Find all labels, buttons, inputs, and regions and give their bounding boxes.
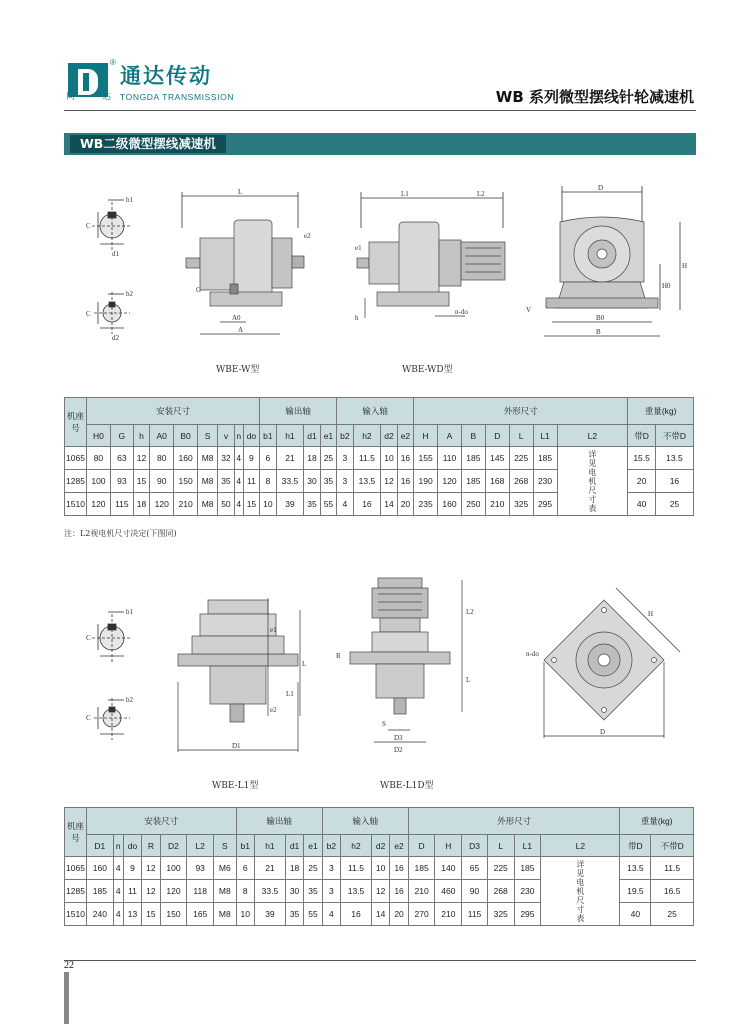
t2-cell: 100	[160, 857, 187, 880]
label-D: D	[598, 184, 604, 192]
t2-cell: M8	[214, 903, 237, 926]
t2-cell: 55	[304, 903, 322, 926]
t2-col-header: D2	[160, 835, 187, 857]
caption-wbe-w: WBE-W型	[216, 365, 260, 375]
t1-cell: 21	[276, 447, 304, 470]
t2-cell: 25	[304, 857, 322, 880]
t1-cell: 18	[133, 493, 149, 516]
t2-cell: 225	[487, 857, 514, 880]
t2-cell: M6	[214, 857, 237, 880]
caption-wbe-wd: WBE-WD型	[402, 365, 453, 375]
table2-header-base: 机座号	[65, 808, 87, 857]
t1-cell: 4	[337, 493, 353, 516]
t1-cell: 15.5	[628, 447, 656, 470]
t1-col-header: h1	[276, 425, 304, 447]
t1-cell: 80	[87, 447, 111, 470]
t1-cell: 25	[320, 447, 336, 470]
t2-cell: 12	[371, 880, 389, 903]
label-e1: e1	[355, 244, 362, 252]
table1-header-weight: 重量(kg)	[628, 398, 694, 425]
t1-col-header: e2	[397, 425, 413, 447]
t1-cell: 39	[276, 493, 304, 516]
t2-cell: M8	[214, 880, 237, 903]
t1-row-label: 1285	[65, 470, 87, 493]
t1-cell: 16	[397, 470, 413, 493]
t1-cell: 155	[414, 447, 438, 470]
t1-cell: 50	[218, 493, 234, 516]
t2-cell: 3	[322, 857, 340, 880]
t2-cell: 4	[113, 903, 123, 926]
section-title: WB二级微型摆线减速机	[70, 135, 226, 153]
label-d2: d2	[112, 334, 119, 342]
t2-merged-note: 详见电机尺寸表	[541, 857, 620, 926]
t1-cell: 35	[320, 470, 336, 493]
t1-col-header: 不带D	[655, 425, 693, 447]
label-L2-bottom: L2	[466, 608, 474, 616]
t2-cell: 25	[651, 903, 694, 926]
label-H-bottom: H	[648, 610, 654, 618]
reducer-end-view-diagram	[524, 182, 694, 352]
t2-cell: 140	[435, 857, 462, 880]
t1-cell: 120	[438, 470, 462, 493]
t2-cell: 19.5	[620, 880, 651, 903]
table2-header-weight: 重量(kg)	[620, 808, 694, 835]
t1-cell: 14	[381, 493, 397, 516]
t2-row-label: 1065	[65, 857, 87, 880]
company-logo	[64, 60, 234, 102]
t2-cell: 10	[236, 903, 254, 926]
t1-cell: 325	[509, 493, 533, 516]
t1-col-header: L	[509, 425, 533, 447]
label-c: C	[86, 222, 91, 230]
t1-cell: 80	[150, 447, 174, 470]
t2-cell: 35	[304, 880, 322, 903]
t2-cell: 16	[390, 880, 408, 903]
label-A0: A0	[232, 314, 241, 322]
t1-cell: 160	[438, 493, 462, 516]
t1-cell: 168	[485, 470, 509, 493]
t1-cell: 100	[87, 470, 111, 493]
table2-header-input: 输入轴	[322, 808, 408, 835]
label-D3: D3	[394, 734, 403, 742]
table1-header-outline: 外形尺寸	[414, 398, 628, 425]
t2-col-header: 不带D	[651, 835, 694, 857]
t1-cell: 55	[320, 493, 336, 516]
t1-cell: 4	[234, 493, 243, 516]
t2-col-header: L	[487, 835, 514, 857]
t1-cell: 185	[461, 447, 485, 470]
t1-cell: 93	[110, 470, 133, 493]
t1-col-header: G	[110, 425, 133, 447]
table2-header-output: 输出轴	[236, 808, 322, 835]
t2-cell: 40	[620, 903, 651, 926]
t2-cell: 65	[462, 857, 488, 880]
label-D1: D1	[232, 742, 241, 750]
t1-col-header: B0	[174, 425, 198, 447]
t1-cell: 32	[218, 447, 234, 470]
t1-col-header: h2	[353, 425, 381, 447]
t1-col-header: do	[243, 425, 259, 447]
t2-cell: 12	[142, 857, 160, 880]
t1-cell: 90	[150, 470, 174, 493]
t1-col-header: H0	[87, 425, 111, 447]
t2-col-header: n	[113, 835, 123, 857]
t2-col-header: D	[408, 835, 435, 857]
t2-cell: 210	[408, 880, 435, 903]
t2-cell: 165	[187, 903, 214, 926]
t2-cell: 11.5	[651, 857, 694, 880]
label-c2: C	[86, 310, 91, 318]
table2-header-outline: 外形尺寸	[408, 808, 620, 835]
t1-col-header: S	[198, 425, 218, 447]
t1-row-label: 1510	[65, 493, 87, 516]
label-S: S	[382, 720, 386, 728]
label-B0: B0	[596, 314, 605, 322]
logo-emblem-icon	[64, 61, 112, 101]
t1-cell: 9	[243, 447, 259, 470]
t1-col-header: B	[461, 425, 485, 447]
page-number: 22	[64, 960, 74, 971]
label-G: G	[196, 286, 202, 294]
t1-cell: 295	[533, 493, 557, 516]
t2-cell: 240	[87, 903, 114, 926]
label-L2: L2	[477, 190, 485, 198]
t2-col-header: 带D	[620, 835, 651, 857]
t2-row-label: 1510	[65, 903, 87, 926]
t2-cell: 20	[390, 903, 408, 926]
t2-cell: 4	[113, 880, 123, 903]
t1-cell: 20	[397, 493, 413, 516]
t1-col-header: b2	[337, 425, 353, 447]
document-title: WB 系列微型摆线针轮减速机	[495, 88, 694, 106]
t2-cell: 21	[254, 857, 285, 880]
t2-cell: 185	[408, 857, 435, 880]
table2-header-install: 安装尺寸	[87, 808, 237, 835]
t1-cell: 11.5	[353, 447, 381, 470]
t2-cell: 11.5	[341, 857, 372, 880]
t1-cell: M8	[198, 493, 218, 516]
t1-col-header: A0	[150, 425, 174, 447]
t1-cell: 160	[174, 447, 198, 470]
t2-cell: 295	[514, 903, 541, 926]
t2-cell: 16.5	[651, 880, 694, 903]
t2-cell: 210	[435, 903, 462, 926]
table1-header-output: 输出轴	[260, 398, 337, 425]
t2-col-header: H	[435, 835, 462, 857]
t1-cell: 10	[260, 493, 276, 516]
t2-cell: 6	[236, 857, 254, 880]
t1-cell: 210	[485, 493, 509, 516]
t1-cell: 33.5	[276, 470, 304, 493]
t1-cell: 115	[110, 493, 133, 516]
label-c2-bottom: C	[86, 714, 91, 722]
t2-cell: 9	[123, 857, 141, 880]
t2-cell: 90	[462, 880, 488, 903]
t1-col-header: v	[218, 425, 234, 447]
t2-cell: 150	[160, 903, 187, 926]
t2-col-header: d2	[371, 835, 389, 857]
t1-cell: 15	[133, 470, 149, 493]
t1-cell: 10	[381, 447, 397, 470]
t2-cell: 18	[285, 857, 303, 880]
t2-cell: 230	[514, 880, 541, 903]
t1-cell: 18	[304, 447, 320, 470]
logo-left-char: 同	[66, 92, 76, 101]
t2-col-header: e1	[304, 835, 322, 857]
t2-cell: 13.5	[620, 857, 651, 880]
label-V: V	[526, 306, 532, 314]
t2-cell: 93	[187, 857, 214, 880]
t2-cell: 4	[322, 903, 340, 926]
t1-merged-note: 详见电机尺寸表	[557, 447, 628, 516]
footer-bar	[64, 972, 69, 1024]
label-L-bottom: L	[302, 660, 307, 668]
t1-cell: 6	[260, 447, 276, 470]
t2-col-header: d1	[285, 835, 303, 857]
t1-cell: 145	[485, 447, 509, 470]
t1-cell: M8	[198, 447, 218, 470]
t2-cell: 35	[285, 903, 303, 926]
t2-cell: 160	[87, 857, 114, 880]
label-ndo-bottom: n-do	[526, 650, 539, 658]
t1-cell: 16	[655, 470, 693, 493]
t2-cell: 268	[487, 880, 514, 903]
t1-cell: 210	[174, 493, 198, 516]
t1-cell: 13.5	[353, 470, 381, 493]
t1-col-header: h	[133, 425, 149, 447]
label-e2: e2	[304, 232, 311, 240]
t2-col-header: L2	[541, 835, 620, 857]
t2-cell: 120	[160, 880, 187, 903]
t2-cell: 325	[487, 903, 514, 926]
shaft-section-diagram-top	[84, 188, 144, 348]
t2-cell: 16	[390, 857, 408, 880]
t1-col-header: d2	[381, 425, 397, 447]
t2-cell: 13.5	[341, 880, 372, 903]
t1-cell: 30	[304, 470, 320, 493]
spec-table-1	[64, 397, 694, 516]
caption-wbe-l1: WBE-L1型	[212, 781, 259, 791]
reducer-wbe-l1-diagram	[170, 592, 320, 762]
t1-cell: 120	[150, 493, 174, 516]
t1-cell: 110	[438, 447, 462, 470]
t1-col-header: 带D	[628, 425, 656, 447]
t2-col-header: S	[214, 835, 237, 857]
shaft-section-diagram-bottom	[84, 600, 144, 760]
t2-col-header: b2	[322, 835, 340, 857]
t1-cell: 40	[628, 493, 656, 516]
t1-cell: 250	[461, 493, 485, 516]
label-b2-bottom: b2	[126, 696, 133, 704]
t2-cell: 8	[236, 880, 254, 903]
label-R: R	[336, 652, 341, 660]
flange-top-view-diagram	[524, 588, 694, 748]
t2-col-header: h2	[341, 835, 372, 857]
t1-cell: 11	[243, 470, 259, 493]
t1-cell: 35	[218, 470, 234, 493]
t2-row-label: 1285	[65, 880, 87, 903]
t2-cell: 3	[322, 880, 340, 903]
t1-cell: 4	[234, 447, 243, 470]
label-d1: d1	[112, 250, 119, 258]
t1-cell: 3	[337, 470, 353, 493]
label-h: h	[355, 314, 359, 322]
logo-chinese-name: 通达传动	[120, 64, 212, 88]
t1-cell: 16	[353, 493, 381, 516]
t1-cell: 268	[509, 470, 533, 493]
label-L-bottom-2: L	[466, 676, 471, 684]
t2-cell: 15	[142, 903, 160, 926]
t1-cell: 235	[414, 493, 438, 516]
t2-cell: 118	[187, 880, 214, 903]
t2-col-header: R	[142, 835, 160, 857]
t1-cell: 8	[260, 470, 276, 493]
t2-cell: 12	[142, 880, 160, 903]
t1-cell: 25	[655, 493, 693, 516]
t1-cell: 20	[628, 470, 656, 493]
t1-cell: 13.5	[655, 447, 693, 470]
reducer-wbe-wd-diagram	[355, 188, 515, 338]
t2-cell: 30	[285, 880, 303, 903]
label-A: A	[238, 326, 244, 334]
t2-col-header: b1	[236, 835, 254, 857]
t1-col-header: n	[234, 425, 243, 447]
reducer-wbe-w-diagram	[180, 188, 315, 348]
t1-cell: 225	[509, 447, 533, 470]
t1-cell: 12	[133, 447, 149, 470]
t1-cell: 16	[397, 447, 413, 470]
t1-cell: 120	[87, 493, 111, 516]
t1-col-header: e1	[320, 425, 336, 447]
label-e1-bottom: e1	[270, 626, 277, 634]
caption-wbe-l1d: WBE-L1D型	[380, 781, 434, 791]
t1-cell: M8	[198, 470, 218, 493]
t1-cell: 15	[243, 493, 259, 516]
label-L1: L1	[401, 190, 409, 198]
t2-cell: 270	[408, 903, 435, 926]
t1-cell: 12	[381, 470, 397, 493]
t1-cell: 63	[110, 447, 133, 470]
spec-table-2	[64, 807, 694, 926]
logo-english-name: TONGDA TRANSMISSION	[120, 92, 235, 102]
footer-divider	[64, 960, 696, 961]
t1-cell: 190	[414, 470, 438, 493]
label-ndo: n-do	[455, 308, 468, 316]
t1-col-header: L1	[533, 425, 557, 447]
t1-cell: 4	[234, 470, 243, 493]
t2-col-header: L1	[514, 835, 541, 857]
label-D-bottom: D	[600, 728, 606, 736]
t2-cell: 185	[87, 880, 114, 903]
t2-col-header: L2	[187, 835, 214, 857]
reducer-wbe-l1d-diagram	[332, 574, 492, 764]
label-H0: H0	[662, 282, 671, 290]
t2-cell: 115	[462, 903, 488, 926]
label-b1: b1	[126, 196, 133, 204]
t1-cell: 185	[461, 470, 485, 493]
label-L: L	[238, 188, 243, 196]
t1-col-header: L2	[557, 425, 628, 447]
label-b2: b2	[126, 290, 133, 298]
t1-cell: 35	[304, 493, 320, 516]
t2-cell: 33.5	[254, 880, 285, 903]
t1-col-header: H	[414, 425, 438, 447]
label-e2-bottom: e2	[270, 706, 277, 714]
label-c-bottom: C	[86, 634, 91, 642]
t2-col-header: h1	[254, 835, 285, 857]
label-D2: D2	[394, 746, 403, 754]
t2-col-header: e2	[390, 835, 408, 857]
t2-cell: 16	[341, 903, 372, 926]
t2-cell: 460	[435, 880, 462, 903]
label-L1-bottom: L1	[286, 690, 294, 698]
table1-header-install: 安装尺寸	[87, 398, 260, 425]
t1-cell: 3	[337, 447, 353, 470]
t2-col-header: D1	[87, 835, 114, 857]
label-H: H	[682, 262, 688, 270]
t2-cell: 13	[123, 903, 141, 926]
label-B: B	[596, 328, 601, 336]
t1-row-label: 1065	[65, 447, 87, 470]
table-footnote: 注：L2视电机尺寸决定(下图同)	[64, 529, 177, 538]
header-divider	[64, 110, 696, 111]
t1-col-header: b1	[260, 425, 276, 447]
table1-header-base: 机座号	[65, 398, 87, 447]
t1-col-header: A	[438, 425, 462, 447]
t2-cell: 14	[371, 903, 389, 926]
t2-cell: 185	[514, 857, 541, 880]
t2-col-header: D3	[462, 835, 488, 857]
t1-col-header: d1	[304, 425, 320, 447]
label-b1-bottom: b1	[126, 608, 133, 616]
t1-cell: 150	[174, 470, 198, 493]
table1-header-input: 输入轴	[337, 398, 414, 425]
t2-cell: 11	[123, 880, 141, 903]
t2-col-header: do	[123, 835, 141, 857]
registered-mark: ®	[110, 58, 116, 67]
t1-col-header: D	[485, 425, 509, 447]
t2-cell: 39	[254, 903, 285, 926]
t2-cell: 4	[113, 857, 123, 880]
t1-cell: 185	[533, 447, 557, 470]
t1-cell: 230	[533, 470, 557, 493]
logo-right-char: 达	[102, 92, 112, 101]
t2-cell: 10	[371, 857, 389, 880]
